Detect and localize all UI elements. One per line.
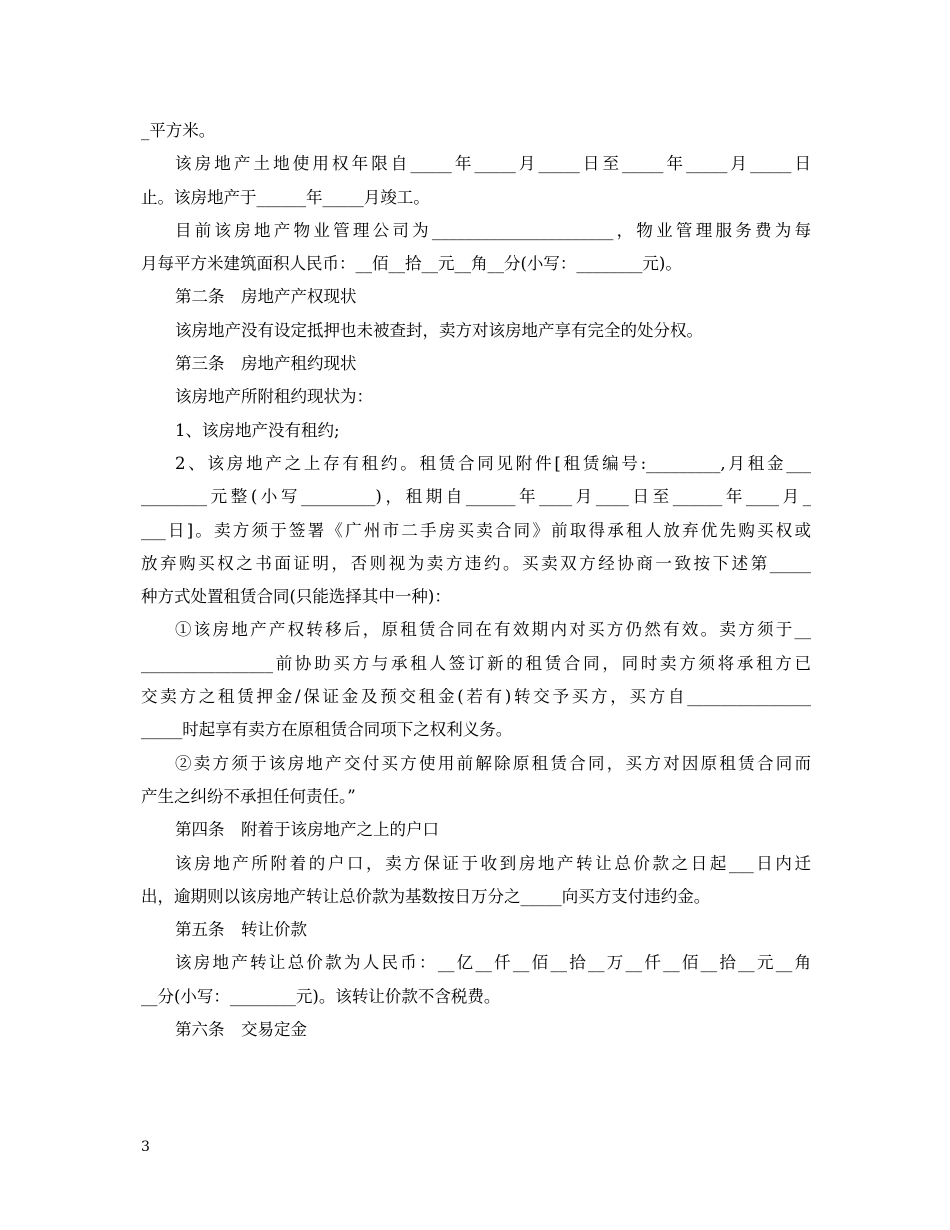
page-number: 3 (141, 1139, 150, 1155)
text-line: 该房地产所附着的户口，卖方保证于收到房地产转让总价款之日起___日内迁 (175, 853, 811, 873)
document-body (141, 114, 811, 1046)
text-line: 第六条 交易定金 (175, 1020, 307, 1040)
text-line: _____时起享有卖方在原租赁合同项下之权利义务。 (141, 720, 513, 740)
text-line: 第三条 房地产租约现状 (175, 354, 357, 374)
text-line: 第四条 附着于该房地产之上的户口 (175, 820, 439, 840)
text-line: 第二条 房地产产权现状 (175, 287, 357, 307)
text-line: ②卖方须于该房地产交付买方使用前解除原租赁合同，买方对因原租赁合同而 (175, 753, 811, 773)
text-line: 第五条 转让价款 (175, 920, 307, 940)
text-line: ①该房地产产权转移后，原租赁合同在有效期内对买方仍然有效。卖方须于__ (175, 620, 811, 640)
text-line: 产生之纠纷不承担任何责任。” (141, 786, 356, 806)
text-line: _平方米。 (141, 121, 216, 140)
text-line: 该房地产没有设定抵押也未被查封，卖方对该房地产享有完全的处分权。 (175, 320, 703, 340)
text-line: 止。该房地产于______年_____月竣工。 (141, 187, 430, 207)
text-line: 该房地产土地使用权年限自_____年_____月_____日至_____年_____月_____日 (175, 154, 811, 174)
text-line: 该房地产所附租约现状为： (175, 387, 373, 407)
text-line: ________________前协助买方与承租人签订新的租赁合同，同时卖方须将承租方已 (141, 653, 811, 673)
text-line: 1、该房地产没有租约; (175, 420, 340, 440)
text-line: 月每平方米建筑面积人民币：__佰__拾__元__角__分(小写：________元)。 (141, 254, 682, 274)
text-line: ___日]。卖方须于签署《广州市二手房买卖合同》前取得承租人放弃优先购买权或 (141, 520, 811, 540)
text-line: 目前该房地产物业管理公司为______________________，物业管理服务费为每 (175, 220, 811, 240)
text-line: 种方式处置租赁合同(只能选择其中一种)： (141, 587, 451, 607)
text-line: 该房地产转让总价款为人民币：__亿__仟__佰__拾__万__仟__佰__拾__元__角 (175, 953, 811, 973)
text-line: 放弃购买权之书面证明，否则视为卖方违约。买卖双方经协商一致按下述第_____ (141, 553, 811, 573)
text-line: 交卖方之租赁押金/保证金及预交租金(若有)转交予买方，买方自_______________ (141, 687, 811, 707)
text-line: 2、该房地产之上存有租约。租赁合同见附件[租赁编号:_________,月租金___ (175, 453, 811, 473)
text-line: ________元整(小写_________)，租期自______年____月____日至______年____月_ (141, 487, 811, 507)
text-line: __分(小写：________元)。该转让价款不含税费。 (141, 986, 501, 1006)
text-line: 出，逾期则以该房地产转让总价款为基数按日万分之_____向买方支付违约金。 (141, 886, 711, 906)
